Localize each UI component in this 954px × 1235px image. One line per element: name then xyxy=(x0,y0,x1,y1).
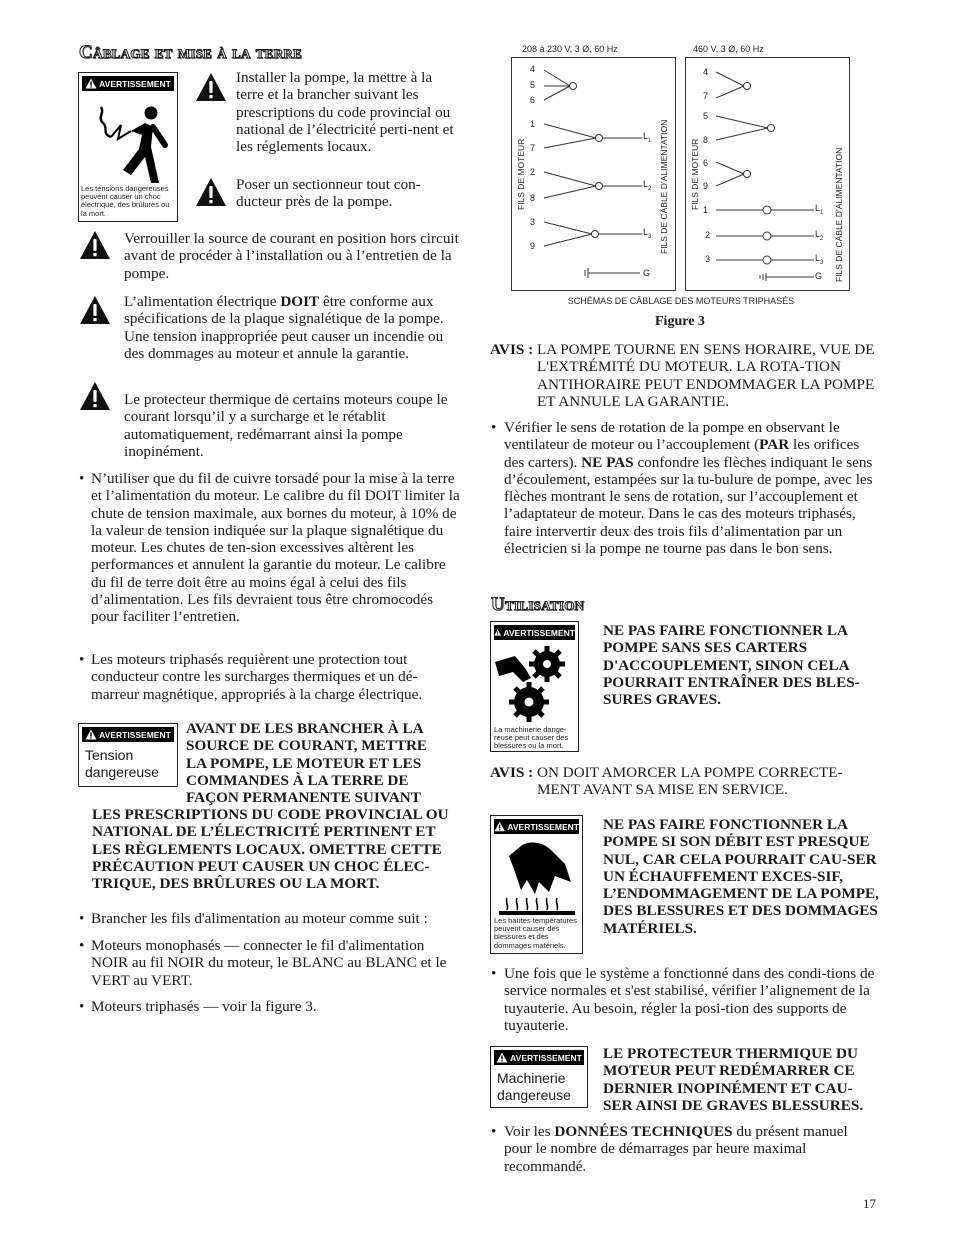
paragraph: Voir les DONNÉES TECHNIQUES du présent manuel pour le nombre de démarrages par heure maximal recommandé. xyxy=(504,1123,848,1175)
wire-label: 1 xyxy=(703,205,709,215)
warning-triangle-icon xyxy=(496,1052,508,1063)
bullet: • xyxy=(79,998,85,1015)
page-number: 17 xyxy=(863,1196,876,1211)
warning-caption: Les tensions dangereuses peuvent causer un choc électrique, des brûlures ou la mort. xyxy=(81,184,170,218)
motor-leads-label: FILS DE MOTEUR xyxy=(516,138,526,210)
warning-header: AVERTISSEMENT xyxy=(494,819,579,834)
warning-triangle-icon xyxy=(85,78,97,89)
supply-leads-label: FILS DE CÂBLE D’ALIMENTATION xyxy=(659,119,669,254)
wire-label: 6 xyxy=(530,95,536,105)
wiring-diagram-right xyxy=(685,57,850,291)
warning-label-machinery-text xyxy=(490,1046,588,1108)
paragraph: Brancher les fils d'alimentation au moteur comme suit : xyxy=(91,910,428,927)
wiring-diagram-left xyxy=(511,57,676,291)
warning-triangle-icon xyxy=(79,381,111,411)
warning-text: Poser un sectionneur tout con-ducteur près de la pompe. xyxy=(236,176,421,211)
warning-label-shock xyxy=(78,72,178,222)
bullet: • xyxy=(491,1123,497,1140)
warning-triangle-icon xyxy=(79,295,111,325)
supply-leads-label: FILS DE CÂBLE D’ALIMENTATION xyxy=(834,147,844,282)
caps-warning-part2: LES PRESCRIPTIONS DU CODE PROVINCIAL OU NATIONAL DE L’ÉLECTRICITÉ PERTINENT ET LES RÈGLEMENTS LOCAUX. OMETTRE CETTE PRÉCAUTION PEUT CAUSER UN CHOC ÉLEC-TRIQUE, DES BRÛLURES OU LA MORT. xyxy=(92,806,449,893)
paragraph: Les moteurs triphasés requièrent une protection tout conducteur contre les surcharges thermiques et un dé-marreur magnétique, appropriés à la charge électrique. xyxy=(91,651,423,703)
wire-label: 2 xyxy=(530,167,536,177)
wire-label: 9 xyxy=(530,241,536,251)
caps-warning: LE PROTECTEUR THERMIQUE DU MOTEUR PEUT REDÉMARRER CE DERNIER INOPINÉMENT ET CAU-SER AINSI DE GRAVES BLESSURES. xyxy=(603,1045,864,1114)
figure-caption: SCHÉMAS DE CÂBLAGE DES MOTEURS TRIPHASÉS xyxy=(567,296,795,306)
wire-label: 7 xyxy=(703,91,709,101)
wire-label: 4 xyxy=(703,67,709,77)
ground-label: G xyxy=(643,268,651,278)
avis-text: ON DOIT AMORCER LA POMPE CORRECTE-MENT AVANT SA MISE EN SERVICE. xyxy=(537,764,843,799)
line-label: $L_1$ xyxy=(643,131,652,144)
avis-label: AVIS : xyxy=(490,341,534,358)
warning-text: Verrouiller la source de courant en position hors circuit avant de procéder à l’installation ou à l’entretien de la pompe. xyxy=(124,230,459,282)
wire-label: 3 xyxy=(530,217,536,227)
bullet: • xyxy=(79,651,85,668)
paragraph: Moteurs monophasés — connecter le fil d'alimentation NOIR au fil NOIR du moteur, le BLANC au BLANC et le VERT au VERT. xyxy=(91,937,447,989)
warning-label-machinery xyxy=(490,621,579,752)
section-title-wiring: Câblage et mise à la terre xyxy=(79,42,302,63)
warning-label-heat xyxy=(490,815,583,954)
caps-warning: NE PAS FAIRE FONCTIONNER LA POMPE SI SON DÉBIT EST PRESQUE NUL, CAR CELA POURRAIT CAU-SER UN ÉCHAUFFEMENT EXCES-SIF, L’ENDOMMAGEMENT DE LA POMPE, DES BLESSURES ET DES DOMMAGES MATÉRIELS. xyxy=(603,816,879,937)
wire-label: 4 xyxy=(530,64,536,74)
warning-caption: Les hautes températures peuvent causer des blessures et des dommages matériels. xyxy=(494,916,577,950)
bullet: • xyxy=(491,419,497,436)
wire-label: 8 xyxy=(703,135,709,145)
wire-label: 9 xyxy=(703,181,709,191)
warning-label-text: Machinerie dangereuse xyxy=(497,1070,571,1103)
warning-triangle-icon xyxy=(79,230,111,260)
ground-label: G xyxy=(815,271,823,281)
warning-label-voltage xyxy=(78,723,178,787)
bullet: • xyxy=(491,965,497,982)
warning-text: Installer la pompe, la mettre à la terre et la brancher suivant les prescriptions du code provincial ou national de l’électricité perti-nent et les réglements locaux. xyxy=(236,69,454,156)
warning-header: AVERTISSEMENT xyxy=(82,727,174,742)
wire-label: 1 xyxy=(530,119,536,129)
caps-warning: NE PAS FAIRE FONCTIONNER LA POMPE SANS SES CARTERS D'ACCOUPLEMENT, SINON CELA POURRAIT ENTRAÎNER DES BLES-SURES GRAVES. xyxy=(603,622,860,709)
warning-header: AVERTISSEMENT xyxy=(82,76,174,91)
line-label: $L_2$ xyxy=(643,179,652,192)
line-label: $L_3$ xyxy=(815,253,824,266)
warning-text: Le protecteur thermique de certains moteurs coupe le courant lorsqu’il y a surcharge et le rétablit automatiquement, redémarrant ainsi la pompe inopinément. xyxy=(124,391,448,460)
wire-label: 8 xyxy=(530,193,536,203)
bullet: • xyxy=(79,910,85,927)
warning-header: AVERTISSEMENT xyxy=(494,1050,584,1065)
wire-label: 2 xyxy=(705,230,711,240)
caps-warning-part1: AVANT DE LES BRANCHER À LA SOURCE DE COURANT, METTRE LA POMPE, LE MOTEUR ET LES COMMANDES À LA TERRE DE FAÇON PERMANENTE SUIVANT xyxy=(186,720,428,807)
wire-label: 7 xyxy=(530,143,536,153)
warning-text: L’alimentation électrique DOIT être conforme aux spécifications de la plaque signalétique de la pompe. Une tension inappropriée peut causer un incendie ou des dommages au moteur et annule la garantie. xyxy=(124,293,444,362)
wiring-lines xyxy=(512,58,675,290)
paragraph: N’utiliser que du fil de cuivre torsadé pour la mise à la terre et l’alimentation du moteur. Le calibre du fil DOIT limiter la chute de tension maximale, aux bornes du moteur, à 10% de la valeur de tension indiquée sur la plaque signalétique du moteur. Les chutes de ten-sion excessives altèrent les performances et annulent la garantie du moteur. Le calibre du fil de terre doit être au moins égal à celui des fils d’alimentation. Les fils devraient tous être chromocodés pour faciliter l’entretien. xyxy=(91,470,460,626)
bullet: • xyxy=(79,937,85,954)
avis-text: LA POMPE TOURNE EN SENS HORAIRE, VUE DE L'EXTRÉMITÉ DU MOTEUR. LA ROTA-TION ANTIHORAIRE PEUT ENDOMMAGER LA POMPE ET ANNULE LA GARANTIE. xyxy=(537,341,875,410)
warning-label-text: Tension dangereuse xyxy=(85,747,159,780)
line-label: $L_2$ xyxy=(815,229,824,242)
rotating-gears-icon xyxy=(493,642,577,724)
paragraph: Moteurs triphasés — voir la figure 3. xyxy=(91,998,317,1015)
paragraph: Une fois que le système a fonctionné dans des condi-tions de service normales et s'est stabilisé, vérifier l’alignement de la tuyauterie. Au besoin, régler la posi-tion des supports de tuyauterie. xyxy=(504,965,875,1034)
line-label: $L_1$ xyxy=(815,203,824,216)
wiring-lines xyxy=(686,58,849,290)
warning-triangle-icon xyxy=(195,72,227,102)
wire-label: 6 xyxy=(703,158,709,168)
avis-label: AVIS : xyxy=(490,764,534,781)
diagram-title-left: 208 à 230 V, 3 Ø, 60 Hz xyxy=(522,44,618,54)
hot-surface-icon xyxy=(495,836,579,916)
warning-header: AVERTISSEMENT xyxy=(494,625,575,640)
warning-triangle-icon xyxy=(85,729,97,740)
motor-leads-label: FILS DE MOTEUR xyxy=(690,138,700,210)
electric-shock-icon xyxy=(87,95,173,185)
warning-triangle-icon xyxy=(494,627,501,638)
wire-label: 5 xyxy=(703,111,709,121)
diagram-title-right: 460 V, 3 Ø, 60 Hz xyxy=(693,44,764,54)
section-title-operation: Utilisation xyxy=(491,594,585,615)
wire-label: 5 xyxy=(530,80,536,90)
warning-triangle-icon xyxy=(494,821,505,832)
wire-label: 3 xyxy=(705,254,711,264)
figure-label: Figure 3 xyxy=(655,314,705,329)
warning-caption: La machinerie dange-reuse peut causer des blessures ou la mort. xyxy=(494,725,569,751)
warning-triangle-icon xyxy=(195,177,227,207)
line-label: $L_3$ xyxy=(643,227,652,240)
bullet: • xyxy=(79,470,85,487)
paragraph: Vérifier le sens de rotation de la pompe en observant le ventilateur de moteur ou l’accouplement (PAR les orifices des carters). NE PAS confondre les flèches indiquant le sens d’écoulement, estampées sur la tu-bulure de pompe, avec les flèches montrant le sens de rotation, sur l’accouplement et l’adaptateur de moteur. Dans le cas des moteurs triphasés, faire intervertir deux des trois fils d’alimentation par un électricien si la pompe ne tourne pas dans le bon sens. xyxy=(504,419,873,558)
